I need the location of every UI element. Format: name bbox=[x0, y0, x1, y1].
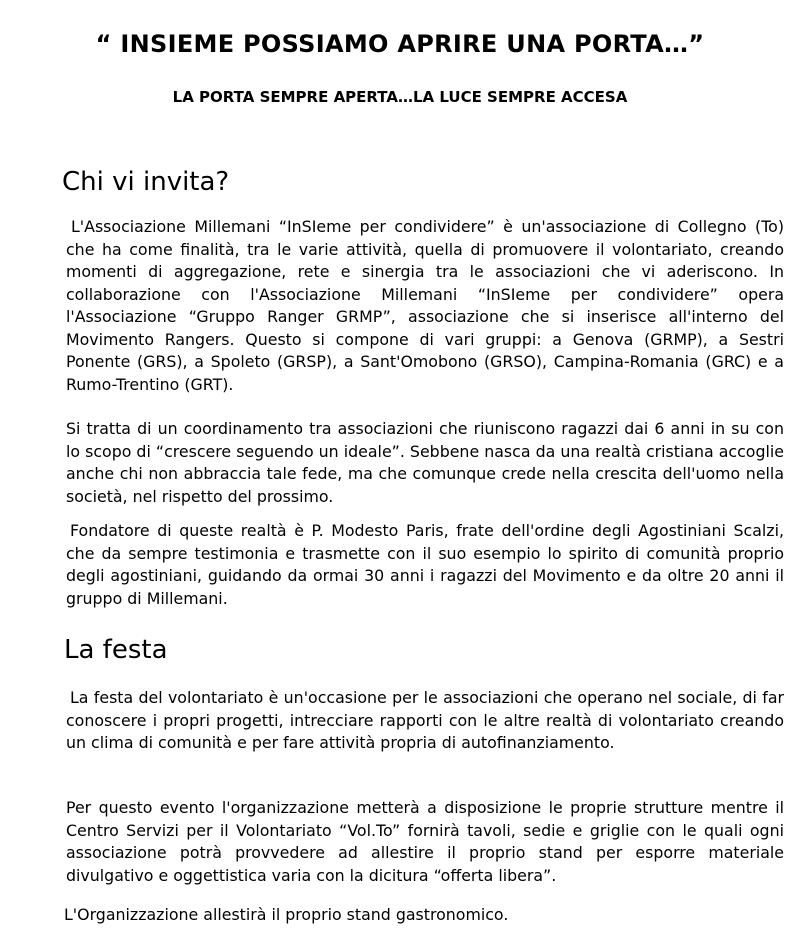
page-subtitle: LA PORTA SEMPRE APERTA…LA LUCE SEMPRE ACCESA bbox=[172, 88, 628, 106]
section-heading-la-festa: La festa bbox=[64, 635, 168, 665]
page-title: “ INSIEME POSSIAMO APRIRE UNA PORTA…” bbox=[95, 30, 705, 58]
section-heading-chi-vi-invita: Chi vi invita? bbox=[62, 167, 230, 197]
paragraph: L'Organizzazione allestirà il proprio stand gastronomico. bbox=[64, 905, 509, 924]
paragraph: Fondatore di queste realtà è P. Modesto Paris, frate dell'ordine degli Agostiniani Scalzi, che da sempre testimonia e trasmette con il suo esempio lo spirito di comunità proprio degli agostiniani, guidando da ormai 30 anni i ragazzi del Movimento e da oltre 20 anni il gruppo di Millemani. bbox=[66, 521, 784, 608]
paragraph: Per questo evento l'organizzazione metterà a disposizione le proprie strutture mentre il Centro Servizi per il Volontariato “Vol.To” fornirà tavoli, sedie e griglie con le quali ogni associazione potrà provvedere ad allestire il proprio stand per esporre materiale divulgativo e oggettistica varia con la dicitura “offerta libera”. bbox=[66, 798, 784, 885]
paragraph: La festa del volontariato è un'occasione per le associazioni che operano nel sociale, di far conoscere i propri progetti, intrecciare rapporti con le altre realtà di volontariato creando un clima di comunità e per fare attività propria di autofinanziamento. bbox=[66, 688, 784, 752]
paragraph: Si tratta di un coordinamento tra associazioni che riuniscono ragazzi dai 6 anni in su con lo scopo di “crescere seguendo un ideale”. Sebbene nasca da una realtà cristiana accoglie anche chi non abbraccia tale fede, ma che comunque crede nella crescita dell'uomo nella società, nel rispetto del prossimo. bbox=[66, 419, 784, 506]
paragraph: L'Associazione Millemani “InSIeme per condividere” è un'associazione di Collegno (To) che ha come finalità, tra le varie attività, quella di promuovere il volontariato, creando momenti di aggregazione, rete e sinergia tra le associazioni che vi aderiscono. In collaborazione con l'Associazione Millemani “InSIeme per condividere” opera l'Associazione “Gruppo Ranger GRMP”, associazione che si inserisce all'interno del Movimento Rangers. Questo si compone di vari gruppi: a Genova (GRMP), a Sestri Ponente (GRS), a Spoleto (GRSP), a Sant'Omobono (GRSO), Campina-Romania (GRC) e a Rumo-Trentino (GRT). bbox=[66, 217, 784, 394]
